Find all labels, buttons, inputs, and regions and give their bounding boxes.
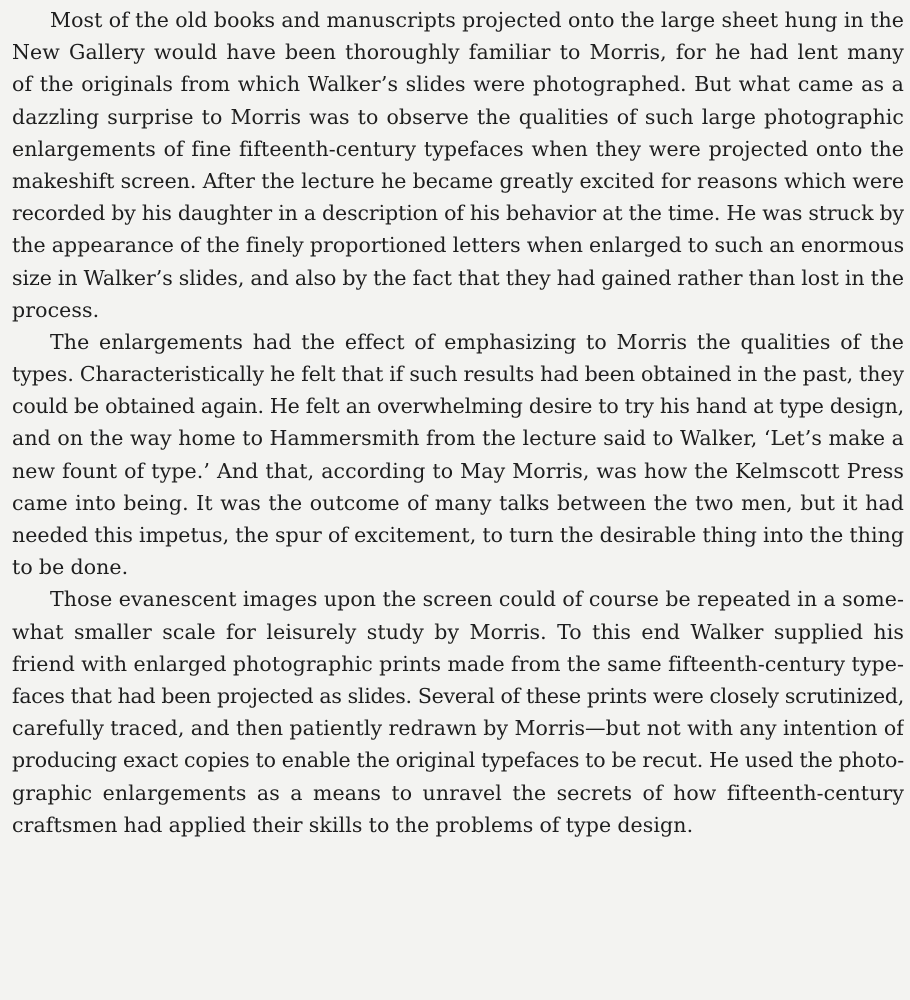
text-line: New Gallery would have been thoroughly familiar to Morris, for he had lent many bbox=[12, 40, 904, 65]
text-line: dazzling surprise to Morris was to observe the qualities of such large photographic bbox=[12, 104, 904, 129]
text-line: what smaller scale for leisurely study by Morris. To this end Walker supplied his bbox=[12, 619, 904, 644]
text-line: process. bbox=[12, 297, 100, 322]
text-line: carefully traced, and then patiently redrawn by Morris—but not with any intention of bbox=[12, 716, 904, 741]
text-line: craftsmen had applied their skills to the problems of type design. bbox=[12, 812, 694, 837]
text-line: faces that had been projected as slides. Several of these prints were closely scrutinized, bbox=[12, 683, 904, 708]
text-line: new fount of type.’ And that, according to May Morris, was how the Kelmscott Press bbox=[12, 458, 904, 483]
document-page bbox=[12, 0, 904, 1000]
text-line: friend with enlarged photographic prints made from the same fifteenth-century type- bbox=[12, 651, 904, 676]
text-line: Most of the old books and manuscripts projected onto the large sheet hung in the bbox=[50, 8, 904, 32]
text-line: came into being. It was the outcome of many talks between the two men, but it had bbox=[12, 490, 904, 515]
text-line: to be done. bbox=[12, 555, 129, 580]
text-line: recorded by his daughter in a description of his behavior at the time. He was struck by bbox=[12, 201, 904, 226]
text-line: enlargements of fine fifteenth-century typefaces when they were projected onto the bbox=[12, 136, 904, 161]
text-line: needed this impetus, the spur of excitement, to turn the desirable thing into the thing bbox=[12, 523, 904, 547]
text-line: could be obtained again. He felt an overwhelming desire to try his hand at type design, bbox=[12, 394, 904, 419]
text-line: Those evanescent images upon the screen could of course be repeated in a some- bbox=[50, 587, 904, 612]
paragraph-3 bbox=[12, 583, 904, 841]
text-line: and on the way home to Hammersmith from the lecture said to Walker, ‘Let’s make a bbox=[12, 426, 904, 451]
text-line: The enlargements had the effect of emphasizing to Morris the qualities of the bbox=[50, 329, 904, 354]
paragraph-1 bbox=[12, 0, 904, 326]
text-line: producing exact copies to enable the original typefaces to be recut. He used the photo- bbox=[12, 748, 904, 773]
text-line: size in Walker’s slides, and also by the fact that they had gained rather than lost in the bbox=[12, 265, 904, 290]
paragraph-2 bbox=[12, 326, 904, 584]
text-line: of the originals from which Walker’s slides were photographed. But what came as a bbox=[12, 72, 904, 97]
text-line: types. Characteristically he felt that if such results had been obtained in the past, they bbox=[12, 362, 904, 387]
text-line: graphic enlargements as a means to unravel the secrets of how fifteenth-century bbox=[12, 780, 904, 805]
text-line: makeshift screen. After the lecture he became greatly excited for reasons which were bbox=[12, 168, 904, 193]
text-line: the appearance of the finely proportioned letters when enlarged to such an enormous bbox=[12, 233, 904, 258]
